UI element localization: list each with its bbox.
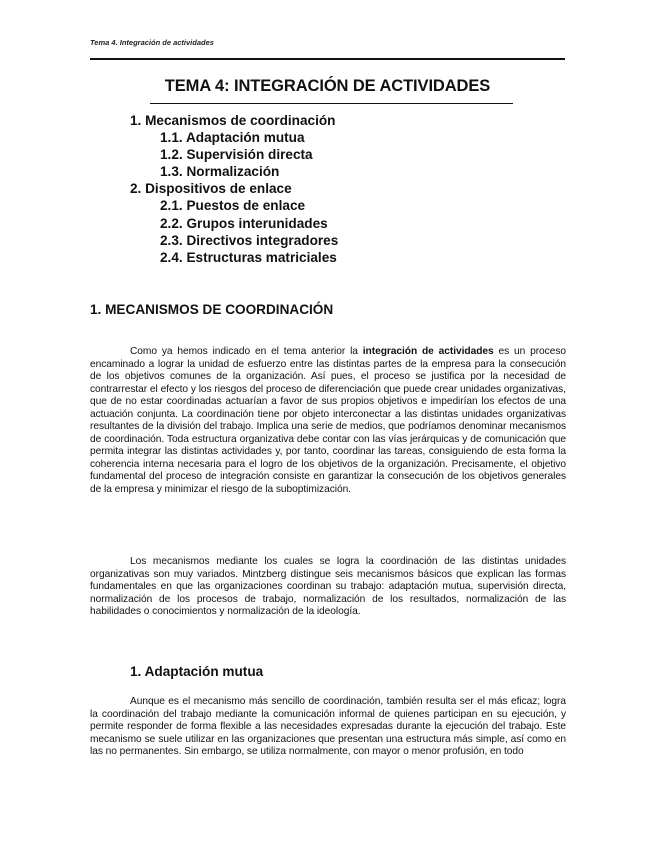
title-underline	[150, 103, 513, 104]
bold-term: integración de actividades	[362, 346, 494, 357]
toc-item: 2. Dispositivos de enlace	[130, 181, 292, 197]
document-title: TEMA 4: INTEGRACIÓN DE ACTIVIDADES	[164, 77, 491, 95]
running-header: Tema 4. Integración de actividades	[90, 38, 214, 47]
subsection-heading: 1. Adaptación mutua	[130, 664, 264, 679]
toc-item: 2.1. Puestos de enlace	[160, 198, 306, 214]
body-paragraph: Los mecanismos mediante los cuales se logra la coordinación de las distintas unidades organizativas son muy variados. Mintzberg distingue seis mecanismos básicos que explican las formas fundamentales en que las organizaciones coordinan su trabajo: adaptación mutua, supervisión directa, normalización de los procesos de trabajo, normalización de los resultados, normalización de las habilidades o conocimientos y normalización de la ideología.	[90, 556, 566, 618]
section-heading: 1. MECANISMOS DE COORDINACIÓN	[90, 302, 334, 317]
toc-item: 1.1. Adaptación mutua	[160, 130, 305, 146]
toc-item: 2.2. Grupos interunidades	[160, 215, 328, 231]
toc-item: 2.4. Estructuras matriciales	[160, 249, 337, 265]
toc-item: 2.3. Directivos integradores	[160, 232, 339, 248]
header-rule	[90, 58, 565, 60]
body-paragraph: Aunque es el mecanismo más sencillo de coordinación, también resulta ser el más eficaz; logra la coordinación del trabajo mediante la comunicación informal de quienes participan en su ejecución, y permite responder de forma flexible a las necesidades expresadas durante la ejecución del trabajo. Este mecanismo se suele utilizar en las organizaciones que presentan una estructura más simple, así como en las no permanentes. Sin embargo, se utiliza normalmente, con mayor o menor profusión, en todo	[90, 696, 566, 758]
toc-item: 1.2. Supervisión directa	[160, 147, 313, 163]
toc-item: 1.3. Normalización	[160, 164, 280, 180]
body-paragraph	[90, 346, 566, 497]
paragraph-text: Como ya hemos indicado en el tema anterior la	[130, 346, 363, 357]
toc-item: 1. Mecanismos de coordinación	[130, 113, 336, 128]
table-of-contents	[130, 112, 338, 266]
paragraph-text: es un proceso encaminado a lograr la unidad de esfuerzo entre las distintas partes de la empresa para la consecución de los objetivos comunes de la organización. Así pues, el proceso se justifica por la necesidad de contrarrestar el efecto y los riesgos del proceso de diferenciación que puede crear unidades organizativas, que de no estar coordinadas actuarían a favor de sus propios objetivos e impedirían los efectos de una actuación conjunta. La coordinación tiene por objeto interconectar a las distintas unidades organizativas resultantes de la división del trabajo. Implica una serie de medios, que podríamos denominar mecanismos de coordinación. Toda estructura organizativa debe contar con las vías jerárquicas y de comunicación que permita integrar las distintas actividades y, por tanto, coordinar las tareas, consiguiendo de esta forma la coherencia interna necesaria para el logro de los objetivos de la organización. Precisamente, el objetivo fundamental del proceso de integración consiste en garantizar la consecución de los objetivos generales de la empresa y minimizar el riesgo de la suboptimización.	[90, 346, 566, 496]
